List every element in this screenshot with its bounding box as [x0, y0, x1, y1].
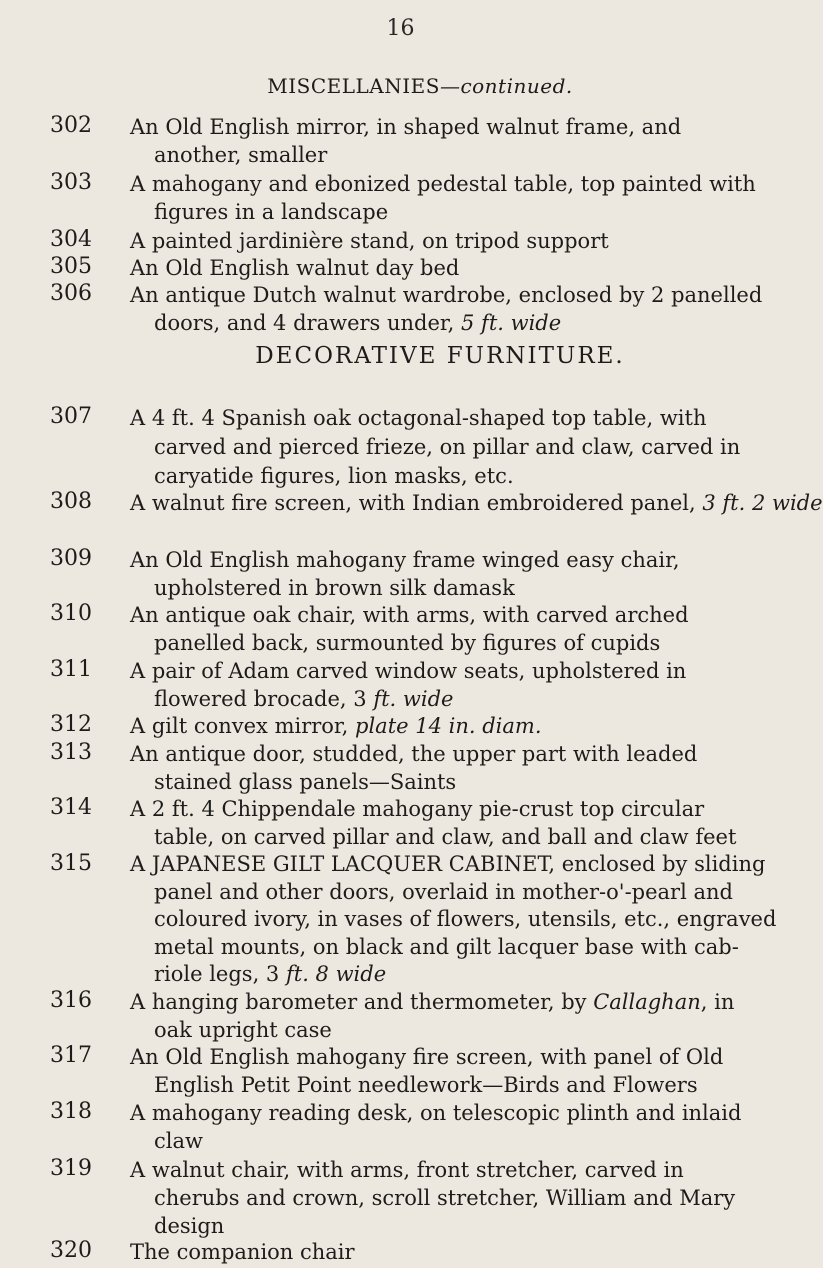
- lot-line: An Old English mirror, in shaped walnut frame, and: [130, 115, 682, 139]
- lot-line: panel and other doors, overlaid in mother-o'-pearl and: [154, 879, 733, 904]
- lot-line: doors, and 4 drawers under, 5 ft. wide: [154, 311, 562, 335]
- lot-307: [0, 404, 801, 488]
- lot-description: [130, 170, 780, 226]
- lot-number: 313: [50, 740, 92, 765]
- lot-319: [0, 1156, 801, 1238]
- lot-description: [130, 113, 780, 169]
- lot-description: [130, 1043, 780, 1099]
- heading-main: MISCELLANIES: [267, 74, 440, 98]
- lot-number: 304: [50, 227, 92, 252]
- dimension-text: 3 ft. 2 wide: [702, 491, 823, 515]
- maker-name: Callaghan: [593, 990, 701, 1014]
- lot-number: 316: [50, 988, 92, 1013]
- lot-line: cherubs and crown, scroll stretcher, William and Mary: [154, 1186, 736, 1210]
- lot-description: [130, 851, 780, 989]
- lot-description: [130, 601, 780, 657]
- section-heading-miscellanies: [60, 74, 780, 98]
- dimension-text: ft. 8 wide: [285, 962, 387, 986]
- lot-description: [130, 1099, 780, 1155]
- lot-number: 305: [50, 254, 92, 279]
- lot-316: [0, 988, 801, 1042]
- lot-number: 306: [50, 281, 92, 306]
- lot-line: A gilt convex mirror, plate 14 in. diam.: [130, 714, 542, 738]
- lot-line: The companion chair: [130, 1240, 355, 1264]
- lot-302: [0, 113, 801, 167]
- lot-number: 318: [50, 1099, 92, 1124]
- lot-line: upholstered in brown silk damask: [154, 576, 515, 600]
- lot-number: 312: [50, 712, 92, 737]
- lot-line: A pair of Adam carved window seats, upholstered in: [130, 659, 687, 683]
- lot-line: design: [154, 1214, 225, 1238]
- lot-line: panelled back, surmounted by figures of cupids: [154, 631, 661, 655]
- lot-line: oak upright case: [154, 1018, 332, 1042]
- lot-description: [130, 657, 780, 713]
- lot-320: [0, 1238, 801, 1268]
- lot-312: [0, 712, 801, 742]
- lot-305: [0, 254, 801, 284]
- lot-number: 309: [50, 546, 92, 571]
- lot-line: A 2 ft. 4 Chippendale mahogany pie-crust top circular: [130, 797, 705, 821]
- lot-line: An antique oak chair, with arms, with carved arched: [130, 603, 689, 627]
- lot-306: [0, 281, 801, 335]
- lot-line: coloured ivory, in vases of flowers, utensils, etc., engraved: [154, 907, 777, 931]
- lot-line: A JAPANESE GILT LACQUER CABINET, enclosed by sliding: [130, 852, 766, 876]
- lot-line: An antique Dutch walnut wardrobe, enclosed by 2 panelled: [130, 283, 763, 307]
- lot-description: [130, 712, 780, 740]
- lot-number: 314: [50, 795, 92, 820]
- lot-line: An Old English mahogany fire screen, with panel of Old: [130, 1045, 724, 1069]
- lot-line: A mahogany reading desk, on telescopic plinth and inlaid: [130, 1101, 742, 1125]
- lot-line: claw: [154, 1129, 203, 1153]
- heading-suffix: —continued.: [439, 74, 573, 98]
- lot-number: 311: [50, 657, 92, 682]
- lot-description: [130, 254, 780, 282]
- lot-line: stained glass panels—Saints: [154, 770, 457, 794]
- lot-line: flowered brocade, 3 ft. wide: [154, 687, 454, 711]
- lot-number: 320: [50, 1238, 92, 1263]
- dimension-text: 5 ft. wide: [461, 311, 562, 335]
- lot-line: English Petit Point needlework—Birds and Flowers: [154, 1073, 698, 1097]
- lot-line: An Old English mahogany frame winged easy chair,: [130, 548, 680, 572]
- lot-number: 307: [50, 404, 92, 429]
- lot-description: [130, 795, 780, 851]
- lot-description: [130, 404, 780, 491]
- lot-description: [130, 1156, 780, 1240]
- dimension-text: ft. wide: [373, 687, 454, 711]
- lot-line: A painted jardinière stand, on tripod support: [130, 229, 609, 253]
- lot-line: An Old English walnut day bed: [130, 256, 460, 280]
- lot-line: A hanging barometer and thermometer, by Callaghan, in: [130, 990, 735, 1014]
- lot-line: another, smaller: [154, 143, 328, 167]
- lot-line: carved and pierced frieze, on pillar and claw, carved in: [154, 435, 741, 459]
- page-number: 16: [386, 16, 415, 41]
- lot-number: 308: [50, 489, 92, 514]
- lot-318: [0, 1099, 801, 1153]
- lot-number: 302: [50, 113, 92, 138]
- lot-line: figures in a landscape: [154, 200, 389, 224]
- lot-description: [130, 281, 780, 337]
- lot-description: [130, 227, 780, 255]
- lot-308: [0, 489, 823, 519]
- lot-315: [0, 851, 801, 986]
- lot-line: caryatide figures, lion masks, etc.: [154, 464, 514, 488]
- lot-line: A walnut fire screen, with Indian embroidered panel, 3 ft. 2 wide: [130, 491, 823, 515]
- lot-description: [130, 740, 780, 796]
- lot-311: [0, 657, 801, 711]
- lot-314: [0, 795, 801, 849]
- lot-description: [130, 1238, 780, 1266]
- lot-317: [0, 1043, 801, 1097]
- lot-309: [0, 546, 801, 600]
- lot-313: [0, 740, 801, 794]
- section-heading-decorative-furniture: DECORATIVE FURNITURE.: [255, 343, 625, 369]
- lot-line: riole legs, 3 ft. 8 wide: [154, 962, 387, 986]
- lot-number: 303: [50, 170, 92, 195]
- lot-303: [0, 170, 801, 224]
- lot-line: An antique door, studded, the upper part with leaded: [130, 742, 698, 766]
- lot-line: A mahogany and ebonized pedestal table, top painted with: [130, 172, 756, 196]
- lot-line: metal mounts, on black and gilt lacquer base with cab-: [154, 934, 739, 959]
- lot-line: A 4 ft. 4 Spanish oak octagonal-shaped top table, with: [130, 406, 707, 430]
- lot-number: 319: [50, 1156, 92, 1181]
- lot-number: 310: [50, 601, 92, 626]
- lot-description: [130, 489, 823, 517]
- lot-description: [130, 546, 780, 602]
- lot-line: table, on carved pillar and claw, and ball and claw feet: [154, 825, 737, 849]
- lot-304: [0, 227, 801, 257]
- lot-number: 317: [50, 1043, 92, 1068]
- lot-description: [130, 988, 780, 1044]
- dimension-text: plate 14 in. diam.: [355, 714, 542, 738]
- lot-310: [0, 601, 801, 655]
- lot-number: 315: [50, 851, 92, 876]
- lot-line: A walnut chair, with arms, front stretcher, carved in: [130, 1158, 684, 1182]
